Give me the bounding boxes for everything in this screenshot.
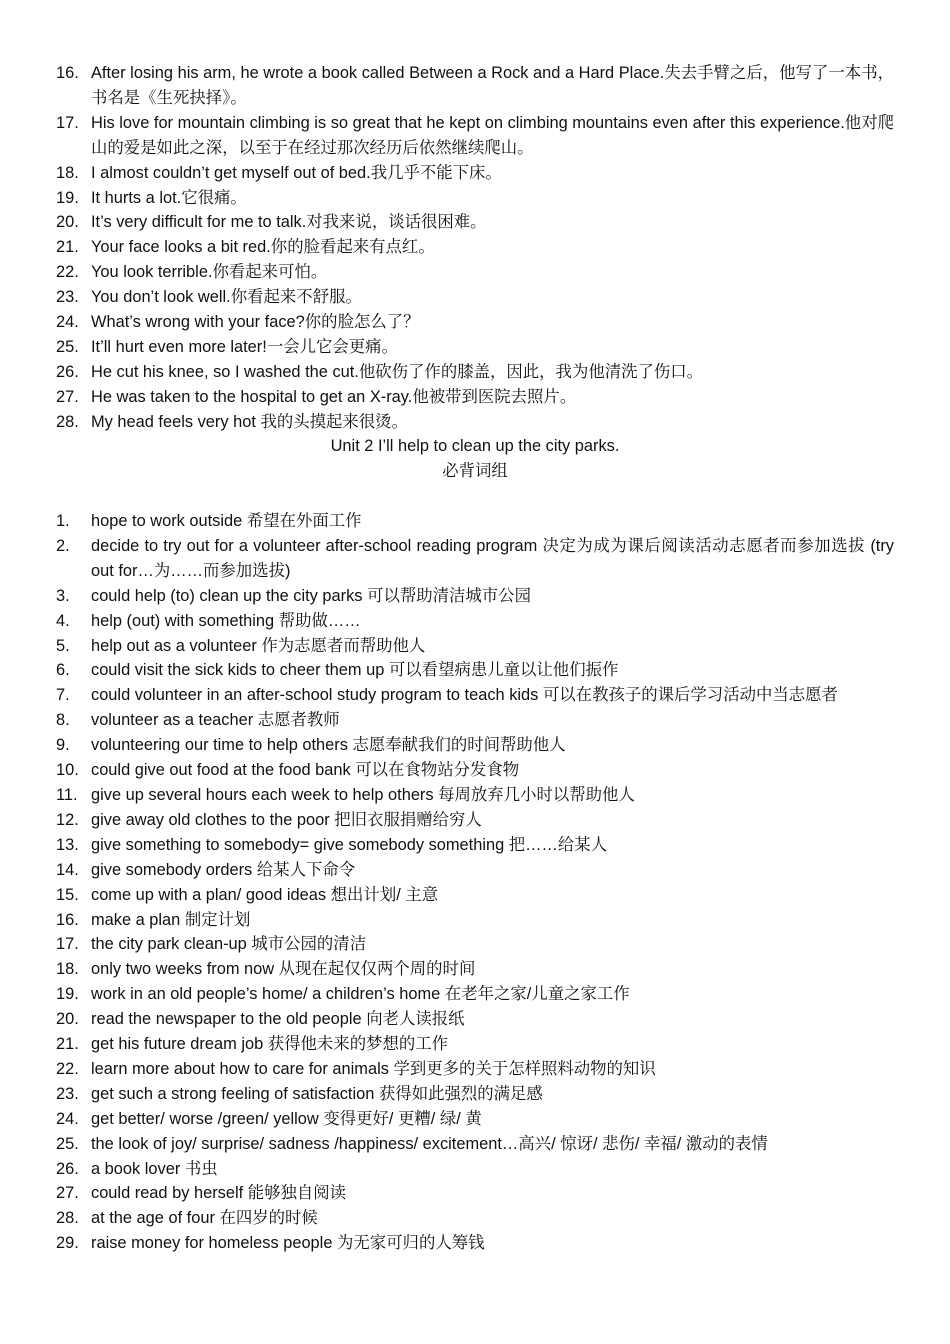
item-text: give up several hours each week to help others 每周放弃几小时以帮助他人 [91,785,635,804]
item-text: the look of joy/ surprise/ sadness /happiness/ excitement…高兴/ 惊讶/ 悲伤/ 幸福/ 激动的表情 [91,1134,768,1153]
item-number: 21. [56,1035,79,1054]
item-text: the city park clean-up 城市公园的清洁 [91,935,367,954]
item-text: get such a strong feeling of satisfaction 获得如此强烈的满足感 [91,1084,543,1103]
list-item [56,285,894,310]
item-number: 28. [56,1209,79,1228]
item-number: 23. [56,288,79,307]
item-number: 24. [56,313,79,332]
list-item [56,634,894,659]
list-item [56,1057,894,1082]
list-item [56,1007,894,1032]
item-number: 9. [56,736,70,755]
list-item [56,335,894,360]
list-item [56,758,894,783]
item-text: He was taken to the hospital to get an X-ray.他被带到医院去照片。 [91,387,577,406]
item-number: 26. [56,1159,79,1178]
list-item [56,808,894,833]
item-text: could give out food at the food bank 可以在食物站分发食物 [91,761,520,780]
item-number: 11. [56,785,78,804]
item-number: 17. [56,935,79,954]
item-text: His love for mountain climbing is so great that he kept on climbing mountains even after this experience.他对爬山的爱是如此之深，以至于在经过那次经历后依然继续爬山。 [91,113,894,157]
item-text: You don’t look well.你看起来不舒服。 [91,288,362,307]
item-text: hope to work outside 希望在外面工作 [91,512,362,530]
section-title: 必背词组 [442,462,508,480]
list-item [56,658,894,683]
list-item [56,1231,894,1256]
phrase-list [56,509,894,1256]
item-text: at the age of four 在四岁的时候 [91,1209,318,1228]
item-number: 18. [56,163,79,182]
unit-title: Unit 2 I’ll help to clean up the city parks. [330,437,620,455]
list-item [56,360,894,385]
item-text: volunteering our time to help others 志愿奉献我们的时间帮助他人 [91,736,566,755]
item-number: 27. [56,1184,79,1203]
item-text: make a plan 制定计划 [91,910,251,929]
item-text: get better/ worse /green/ yellow 变得更好/ 更糟/ 绿/ 黄 [91,1109,482,1128]
list-item [56,609,894,634]
list-item [56,708,894,733]
list-item [56,883,894,908]
item-text: get his future dream job 获得他未来的梦想的工作 [91,1035,449,1054]
item-text: I almost couldn’t get myself out of bed.我几乎不能下床。 [91,163,502,182]
sentence-list [56,61,894,435]
item-number: 14. [56,860,79,879]
item-number: 20. [56,1010,79,1029]
list-item [56,260,894,285]
item-number: 6. [56,661,70,680]
item-text: decide to try out for a volunteer after-school reading program 决定为成为课后阅读活动志愿者而参加选拔 (try out for…为……而参加选拔) [91,536,894,580]
item-text: work in an old people’s home/ a children’s home 在老年之家/儿童之家工作 [91,985,630,1004]
item-number: 18. [56,960,79,979]
item-text: It hurts a lot.它很痛。 [91,188,247,207]
item-text: It’ll hurt even more later!一会儿它会更痛。 [91,337,398,356]
item-text: He cut his knee, so I washed the cut.他砍伤了作的膝盖，因此，我为他清洗了伤口。 [91,362,704,381]
list-item [56,235,894,260]
list-item [56,932,894,957]
item-number: 16. [56,910,79,929]
item-number: 17. [56,113,79,132]
item-number: 23. [56,1084,79,1103]
item-text: read the newspaper to the old people 向老人读报纸 [91,1010,465,1029]
list-item [56,534,894,584]
list-item [56,210,894,235]
item-text: You look terrible.你看起来可怕。 [91,263,328,282]
item-number: 16. [56,64,79,82]
item-text: help out as a volunteer 作为志愿者而帮助他人 [91,636,426,655]
item-number: 21. [56,238,79,257]
item-text: raise money for homeless people 为无家可归的人筹钱 [91,1234,485,1253]
list-item [56,161,894,186]
item-text: After losing his arm, he wrote a book called Between a Rock and a Hard Place.失去手臂之后，他写了一本书，书名是《生死抉择》。 [91,64,894,107]
item-text: a book lover 书虫 [91,1159,218,1178]
item-number: 25. [56,1134,79,1153]
item-text: could help (to) clean up the city parks 可以帮助清洁城市公园 [91,586,531,605]
list-item [56,908,894,933]
list-item [56,584,894,609]
item-number: 22. [56,1059,79,1078]
item-text: It’s very difficult for me to talk.对我来说，谈话很困难。 [91,213,487,232]
item-number: 25. [56,337,79,356]
item-number: 13. [56,835,79,854]
item-number: 27. [56,387,79,406]
item-number: 2. [56,536,70,555]
item-text: give away old clothes to the poor 把旧衣服捐赠给穷人 [91,810,482,829]
item-number: 19. [56,985,79,1004]
item-number: 28. [56,412,79,431]
item-number: 1. [56,512,70,530]
list-item [56,1157,894,1182]
list-item [56,957,894,982]
item-text: help (out) with something 帮助做…… [91,611,361,630]
item-text: could read by herself 能够独自阅读 [91,1184,347,1203]
item-text: come up with a plan/ good ideas 想出计划/ 主意 [91,885,439,904]
list-item [56,385,894,410]
list-item [56,858,894,883]
item-number: 26. [56,362,79,381]
list-item [56,1032,894,1057]
item-text: could volunteer in an after-school study program to teach kids 可以在教孩子的课后学习活动中当志愿者 [91,686,838,705]
item-text: volunteer as a teacher 志愿者教师 [91,711,340,730]
list-item [56,1181,894,1206]
item-text: Your face looks a bit red.你的脸看起来有点红。 [91,238,435,257]
list-item [56,410,894,435]
list-item [56,1206,894,1231]
item-number: 10. [56,761,79,780]
list-item [56,1132,894,1157]
list-item [56,186,894,211]
item-number: 19. [56,188,79,207]
list-item [56,833,894,858]
item-number: 3. [56,586,70,605]
list-item [56,509,894,534]
list-item [56,982,894,1007]
item-number: 20. [56,213,79,232]
list-item [56,61,894,111]
item-text: give somebody orders 给某人下命令 [91,860,356,879]
item-number: 15. [56,885,79,904]
item-text: could visit the sick kids to cheer them up 可以看望病患儿童以让他们振作 [91,661,619,680]
item-number: 29. [56,1234,79,1253]
item-number: 24. [56,1109,79,1128]
item-text: learn more about how to care for animals 学到更多的关于怎样照料动物的知识 [91,1059,656,1078]
item-number: 4. [56,611,70,630]
item-text: only two weeks from now 从现在起仅仅两个周的时间 [91,960,476,979]
item-number: 5. [56,636,70,655]
item-number: 12. [56,810,79,829]
item-text: My head feels very hot 我的头摸起来很烫。 [91,412,408,431]
item-number: 22. [56,263,79,282]
list-item [56,111,894,161]
list-item [56,733,894,758]
list-item [56,1082,894,1107]
list-item [56,310,894,335]
list-item [56,1107,894,1132]
list-item [56,683,894,708]
list-item [56,783,894,808]
item-number: 7. [56,686,70,705]
item-text: give something to somebody= give somebody something 把……给某人 [91,835,608,854]
item-number: 8. [56,711,70,730]
item-text: What’s wrong with your face?你的脸怎么了？ [91,313,420,332]
